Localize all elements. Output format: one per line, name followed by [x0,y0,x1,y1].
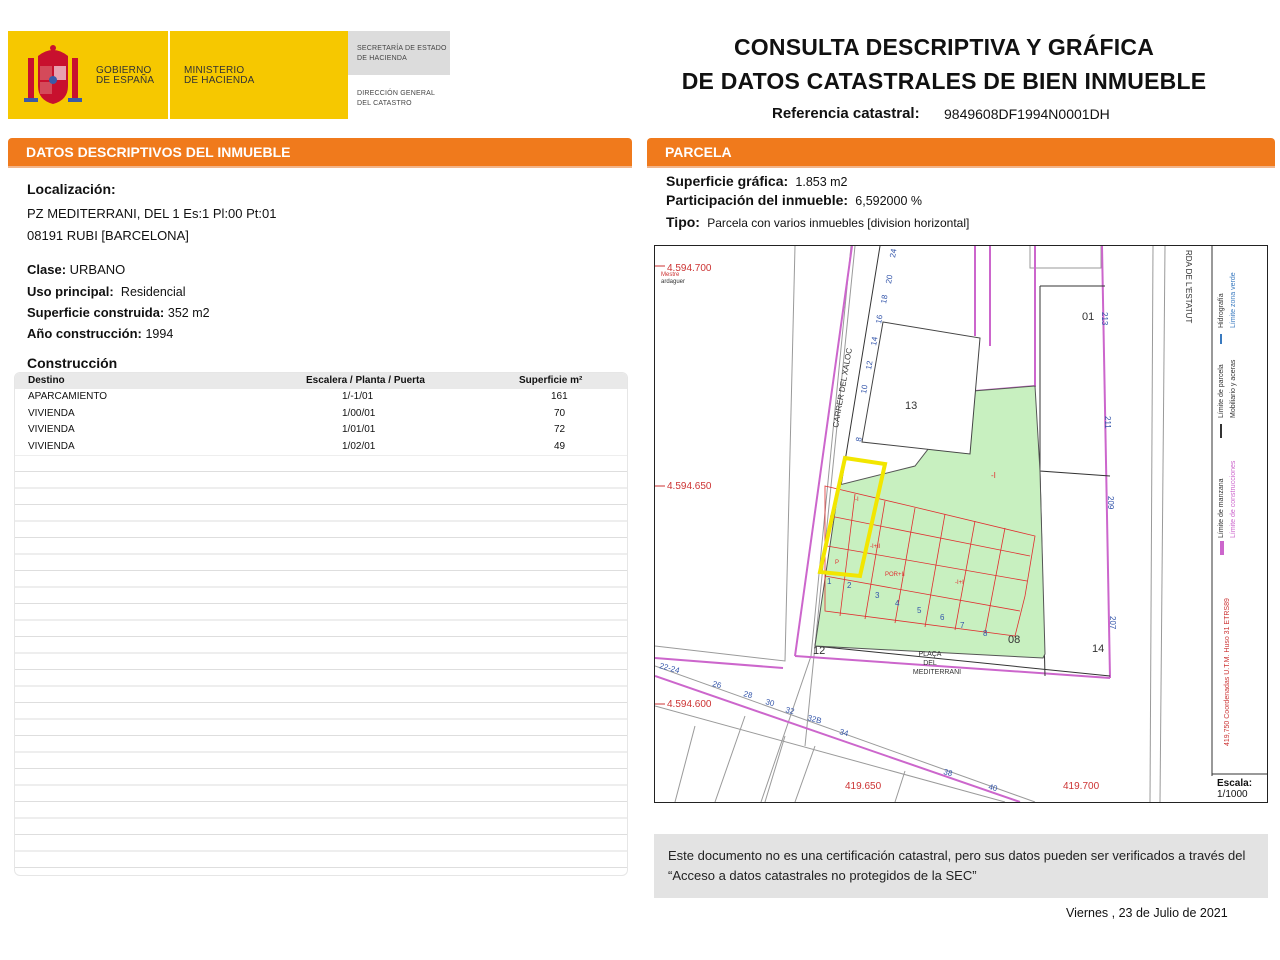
table-row [15,439,627,456]
scale-label: Escala: [1217,778,1253,789]
participacion-value: 6,592000 % [855,194,923,208]
gov-line1: GOBIERNO [96,65,152,76]
th-destino: Destino [28,375,65,386]
anio-value: 1994 [145,327,174,341]
uso-label: Uso principal: [27,284,114,299]
table-row [15,406,627,423]
street-number: 18 [879,294,890,305]
construction-label: P [835,560,840,566]
table-row [15,422,627,439]
td-escalera: 1/02/01 [342,440,376,452]
plaza-line1: PLAÇA [918,651,942,658]
coord-x1: 419.650 [845,781,882,792]
street-number: 14 [869,336,880,347]
td-superficie: 161 [551,391,568,402]
localizacion-line2: 08191 RUBI [BARCELONA] [27,228,189,243]
legend-zona-verde: Límite zona verde [1230,272,1237,328]
top-left-line2: ardaguer [661,279,686,285]
street-number: 7 [960,621,965,630]
construction-label: POR+II [885,572,905,578]
street-top-right: RDA DE L'ESTATUT [1184,250,1193,324]
superficie-value: 352 m2 [167,306,210,320]
dir-line2: DEL CATASTRO [357,100,412,107]
gov-line2: DE ESPAÑA [96,75,155,86]
td-destino: VIVIENDA [28,440,75,452]
table-header [15,373,627,389]
top-left-line1: Mestre [661,272,680,278]
coord-y2: 4.594.650 [667,481,712,492]
th-superficie: Superficie m² [519,375,583,386]
street-number: 211 [1103,416,1112,429]
logo-separator [168,31,170,119]
block-label: -I [991,471,996,480]
construction-label: -I+II [870,544,881,550]
section-bar-underline [647,166,1275,168]
street-number: 38 [942,767,954,779]
construction-label: -I [855,497,859,503]
street-number: 30 [764,697,776,709]
clase-label: Clase: [27,262,67,277]
coord-y1: 4.594.700 [667,263,712,274]
localizacion-label: Localización: [27,181,116,197]
street-number: 4 [895,599,900,608]
page-title-line1: CONSULTA DESCRIPTIVA Y GRÁFICA [733,34,1155,60]
sup-grafica-label: Superficie gráfica: [666,173,789,189]
coord-y3: 4.594.600 [667,699,712,710]
cadastral-map[interactable] [654,245,1268,803]
clase-value: URBANO [69,262,126,277]
td-destino: APARCAMIENTO [28,391,108,402]
street-number: 40 [987,782,999,794]
construccion-table [14,372,628,876]
td-escalera: 1/00/01 [342,407,376,419]
parcel-14: 14 [1092,643,1105,655]
min-line1: MINISTERIO [184,65,245,76]
scale-value: 1/1000 [1217,789,1248,800]
td-destino: VIVIENDA [28,407,75,419]
td-superficie: 70 [554,407,566,419]
tipo-label: Tipo: [666,214,700,230]
page-title-line2: DE DATOS CATASTRALES DE BIEN INMUEBLE [681,68,1207,94]
participacion-label: Participación del inmueble: [666,192,849,208]
legend-hidrografia: Hidrografía [1218,293,1225,328]
street-number: 6 [940,613,945,622]
td-escalera: 1/-1/01 [342,391,374,402]
street-number: 2 [847,581,852,590]
street-number: 1 [827,577,832,586]
td-superficie: 49 [554,440,566,452]
sec-line2: DE HACIENDA [357,55,408,62]
street-number: 28 [742,689,754,701]
street-number: 16 [874,314,885,325]
street-number: 213 [1100,312,1109,326]
street-number: 10 [859,384,870,395]
parcel-08: 08 [1008,634,1021,646]
coat-of-arms-icon [22,42,84,108]
section-bar-prefix: DATOS DESCRIPTIVOS DEL [26,144,218,160]
legend-construcciones: Límite de construcciones [1230,460,1237,538]
td-escalera: 1/01/01 [342,424,376,435]
parcel-01: 01 [1082,311,1095,323]
parcel-12: 12 [813,645,826,657]
street-number: 12 [864,360,875,371]
street-number: 207 [1108,616,1117,630]
dir-line1: DIRECCIÓN GENERAL [357,90,436,97]
legend-coords-note: 419,750 Coordenadas U.T.M. Huso 31 ETRS89 [1224,598,1231,746]
street-number: 24 [888,248,899,259]
street-number: 5 [917,606,922,615]
td-superficie: 72 [554,424,566,435]
localizacion-line1: PZ MEDITERRANI, DEL 1 Es:1 Pl:00 Pt:01 [27,206,277,221]
superficie-label: Superficie construida: [27,305,165,320]
plaza-line3: MEDITERRANI [912,669,962,676]
tipo-value: Parcela con varios inmuebles [division horizontal] [707,216,970,230]
anio-label: Año construcción: [27,326,142,341]
table-row [15,389,627,406]
street-xaloc: CARRER DEL XALOC [831,347,854,429]
construction-label: -I+I [955,580,964,586]
construccion-title: Construcción [27,355,118,371]
section-bar-bold: INMUEBLE [217,144,291,160]
ref-value: 9849608DF1994N0001DH [944,106,1110,122]
sec-line1: SECRETARÍA DE ESTADO [357,45,447,52]
ref-label: Referencia catastral: [772,105,920,122]
legend-manzana: Límite de manzana [1218,478,1225,538]
street-number: 8 [854,436,864,443]
street-number: 32 [784,705,796,717]
legend-parcela: Límite de parcela [1218,364,1225,418]
sup-grafica-value: 1.853 m2 [795,175,848,189]
street-number: 32B [806,713,823,726]
min-line2: DE HACIENDA [184,75,255,86]
document-date: Viernes , 23 de Julio de 2021 [1066,906,1228,920]
street-number: 22-24 [658,661,681,676]
street-number: 20 [884,274,895,285]
section-bar-parcela: PARCELA [647,138,1275,166]
section-bar-datos [8,138,632,166]
th-escalera: Escalera / Planta / Puerta [306,375,425,386]
street-number: 209 [1106,496,1115,510]
street-number: 34 [838,727,850,739]
legend-mobiliario: Mobiliario y aceras [1230,359,1237,418]
section-bar-underline [8,166,632,168]
street-number: 8 [983,629,988,638]
parcel-13: 13 [905,400,918,412]
coord-x2: 419.700 [1063,781,1100,792]
street-number: 3 [875,591,880,600]
street-number: 26 [711,679,723,691]
map-svg [655,246,1267,802]
disclaimer-note: Este documento no es una certificación catastral, pero sus datos pueden ser verificados a través del “Acceso a datos catastrales no protegidos de la SEC” [654,834,1268,898]
td-destino: VIVIENDA [28,424,75,435]
plaza-line2: DEL [923,660,937,667]
uso-value: Residencial [120,285,186,299]
